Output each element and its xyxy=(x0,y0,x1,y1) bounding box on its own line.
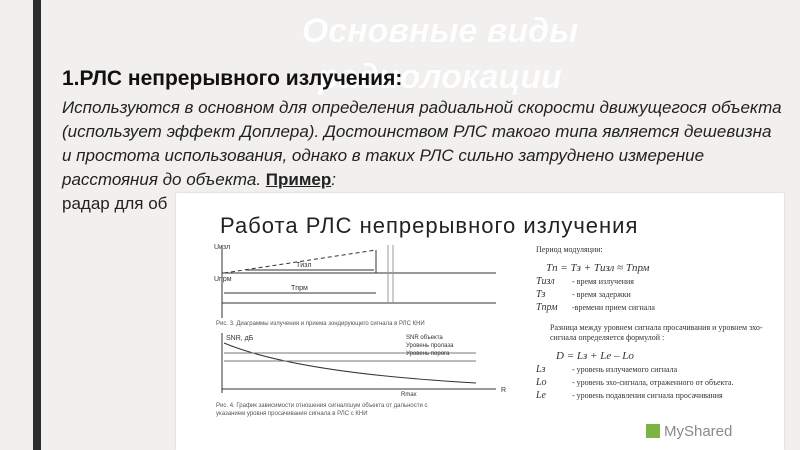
example-colon: : xyxy=(331,170,336,189)
period-def-row xyxy=(536,303,776,313)
slide-title-line1: Основные виды xyxy=(301,12,579,50)
timing-label-top: Uизл xyxy=(214,244,231,251)
level-def-symbol: Lе xyxy=(536,390,546,401)
period-def-text: - время излучения xyxy=(572,277,634,286)
timing-span-label-2: Tпрм xyxy=(291,285,308,292)
section-heading: 1.РЛС непрерывного излучения: xyxy=(62,67,403,90)
example-label: Пример xyxy=(265,170,332,189)
timing-label-bottom: Uпрм xyxy=(214,276,232,283)
formula-difference: D = Lз + Lе – Lо xyxy=(556,350,634,362)
watermark-text: MyShared xyxy=(664,423,733,440)
snr-x-label: R xyxy=(501,387,507,394)
period-def-row xyxy=(536,290,776,300)
period-def-symbol: Tизл xyxy=(536,276,555,287)
level-def-row xyxy=(536,391,776,401)
right-panel xyxy=(536,245,776,404)
level-def-row xyxy=(536,365,776,375)
snr-y-label: SNR, дБ xyxy=(226,335,254,342)
snr-caption-2: указанием уровня просачивания сигнала в РЛС с КНИ xyxy=(216,411,368,417)
snr-legend-2: Уровень порога xyxy=(406,351,450,357)
snr-legend-1: Уровень пролаза xyxy=(406,343,454,349)
body-tail-text: радар для об xyxy=(62,194,168,213)
watermark xyxy=(646,423,732,440)
defs-list xyxy=(536,277,776,313)
level-def-symbol: Lз xyxy=(536,364,546,375)
timing-span-label-1: Tизл xyxy=(296,262,312,269)
level-def-row xyxy=(536,378,776,388)
defs2-list xyxy=(536,365,776,401)
level-def-text: - уровень излучаемого сигнала xyxy=(572,365,678,374)
slide-title-line2: радиолокации xyxy=(318,58,562,96)
snr-caption-1: Рис. 4. График зависимости отношения сигнал/шум объекта от дальности с xyxy=(216,403,428,409)
level-def-text: - уровень подавления сигнала просачивания xyxy=(572,391,723,400)
level-def-text: - уровень эхо-сигнала, отраженного от объекта. xyxy=(572,378,734,387)
snr-rmax-label: Rmax xyxy=(401,392,417,398)
snr-curve xyxy=(224,343,476,383)
level-def-symbol: Lо xyxy=(536,377,547,388)
snr-legend-0: SNR объекта xyxy=(406,335,443,341)
left-accent-bar xyxy=(33,0,41,450)
timing-caption: Рис. 3. Диаграммы излучения и приема зондирующего сигнала в РЛС КНИ xyxy=(216,321,425,327)
period-def-text: - время задержки xyxy=(572,290,631,299)
body-text: Используются в основном для определения радиальной скорости движущегося объекта (использует эффект Доплера). Достоинством РЛС такого типа является дешевизна и простота использования, однако в таких РЛС сильно затруднено измерение расстояния до объекта. xyxy=(62,98,782,189)
period-def-symbol: Tпрм xyxy=(536,302,558,313)
embedded-figure xyxy=(176,193,784,450)
figure-title: Работа РЛС непрерывного излучения xyxy=(220,213,639,238)
period-def-row xyxy=(536,277,776,287)
body-paragraph xyxy=(62,96,782,192)
period-label: Период модуляции: xyxy=(536,245,603,254)
formula-period: Tп = Tз + Tизл ≈ Tпрм xyxy=(546,262,650,274)
myshared-logo-icon xyxy=(646,424,660,438)
period-def-text: -времени прием сигнала xyxy=(572,303,655,312)
difference-paragraph: Разница между уровнем сигнала просачивания и уровнем эхо-сигнала определяется формулой : xyxy=(550,323,763,342)
period-def-symbol: Tз xyxy=(536,289,546,300)
